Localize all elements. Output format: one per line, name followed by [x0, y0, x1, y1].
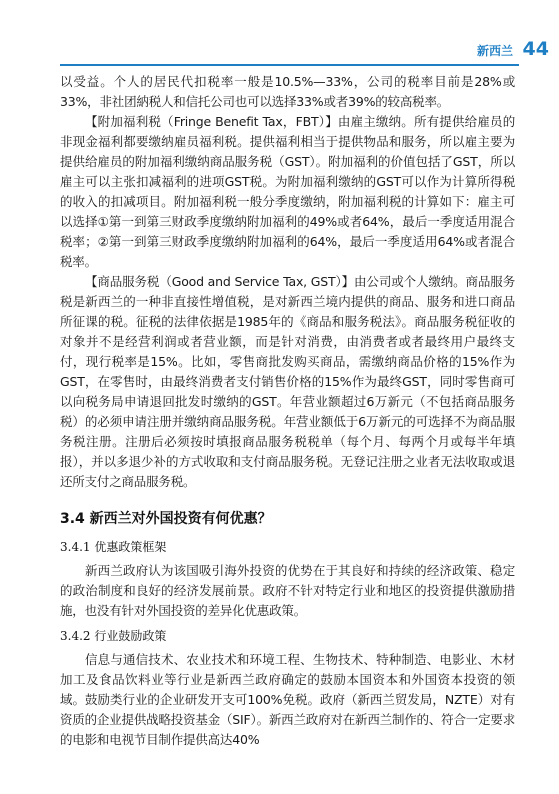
paragraph-income-tax: 以受益。个人的居民代扣税率一般是10.5%—33%，公司的税率目前是28%或33%，非社团納税人和信托公司也可以选择33%或者39%的较高税率。: [60, 74, 515, 109]
section-heading: 3.4 新西兰对外国投资有何优惠？: [60, 511, 272, 527]
paragraph-policy-framework: 新西兰政府认为该国吸引海外投资的优势在于其良好和持续的经济政策、稳定的政治制度和良好的经济发展前景。政府不针对特定行业和地区的投资提供激励措施，也没有针对外国投资的差异化优惠政策。: [60, 563, 515, 618]
page-number: 44: [522, 38, 549, 60]
subsection-heading-policy-framework: 3.4.1 优惠政策框架: [60, 540, 167, 554]
paragraph-industry-incentives: 信息与通信技术、农业技术和环境工程、生物技术、特种制造、电影业、木材加工及食品饮料业等行业是新西兰政府确定的鼓励本国资本和外国资本投资的领域。鼓励类行业的企业研发开支可100%免税。政府（新西兰贸发局，NZTE）对有资质的企业提供战略投资基金（SIF）。新西兰政府对在新西兰制作的、符合一定要求的电影和电视节目制作提供高达40%: [60, 652, 515, 747]
page-body: [60, 72, 515, 750]
header-divider: [60, 64, 519, 66]
paragraph-fbt: 【附加福利税（Fringe Benefit Tax，FBT）】由雇主缴纳。所有提供给雇员的非现金福利都要缴纳雇员福利税。提供福利相当于提供物品和服务，所以雇主要为提供给雇员的附加福利缴纳商品服务税（GST）。附加福利的价值包括了GST，所以雇主可以主张扣减福利的进项GST税。为附加福利缴纳的GST可以作为计算所得税的收入的扣减项目。附加福利税一般分季度缴纳，附加福利税的计算如下：雇主可以选择①第一到第三财政季度缴纳附加福利的49%或者64%，最后一季度适用混合税率；②第一到第三财政季度缴纳附加福利的64%，最后一季度适用64%或者混合税率。: [60, 114, 515, 269]
header-country-label: 新西兰: [476, 44, 513, 58]
page-header: [0, 0, 559, 80]
paragraph-gst: 【商品服务税（Good and Service Tax, GST）】由公司或个人缴纳。商品服务税是新西兰的一种非直接性增值税，是对新西兰境内提供的商品、服务和进口商品所征课的税。征税的法律依据是1985年的《商品和服务税法》。商品服务税征收的对象并不是经营利润或者营业额，而是针对消费，由消费者或者最终用户最终支付，现行税率是15%。比如，零售商批发购买商品，需缴纳商品价格的15%作为GST，在零售时，由最终消费者支付销售价格的15%作为最终GST，同时零售商可以向税务局申请退回批发时缴纳的GST。年营业额超过6万新元（不包括商品服务税）的必须申请注册并缴纳商品服务税。年营业额低于6万新元的可选择不为商品服务税注册。注册后必须按时填报商品服务税税单（每个月、每两个月或每半年填报），并以多退少补的方式收取和支付商品服务税。无登记注册之业者无法收取或退还所支付之商品服务税。: [60, 274, 515, 489]
subsection-heading-industry-incentives: 3.4.2 行业鼓励政策: [60, 629, 167, 643]
